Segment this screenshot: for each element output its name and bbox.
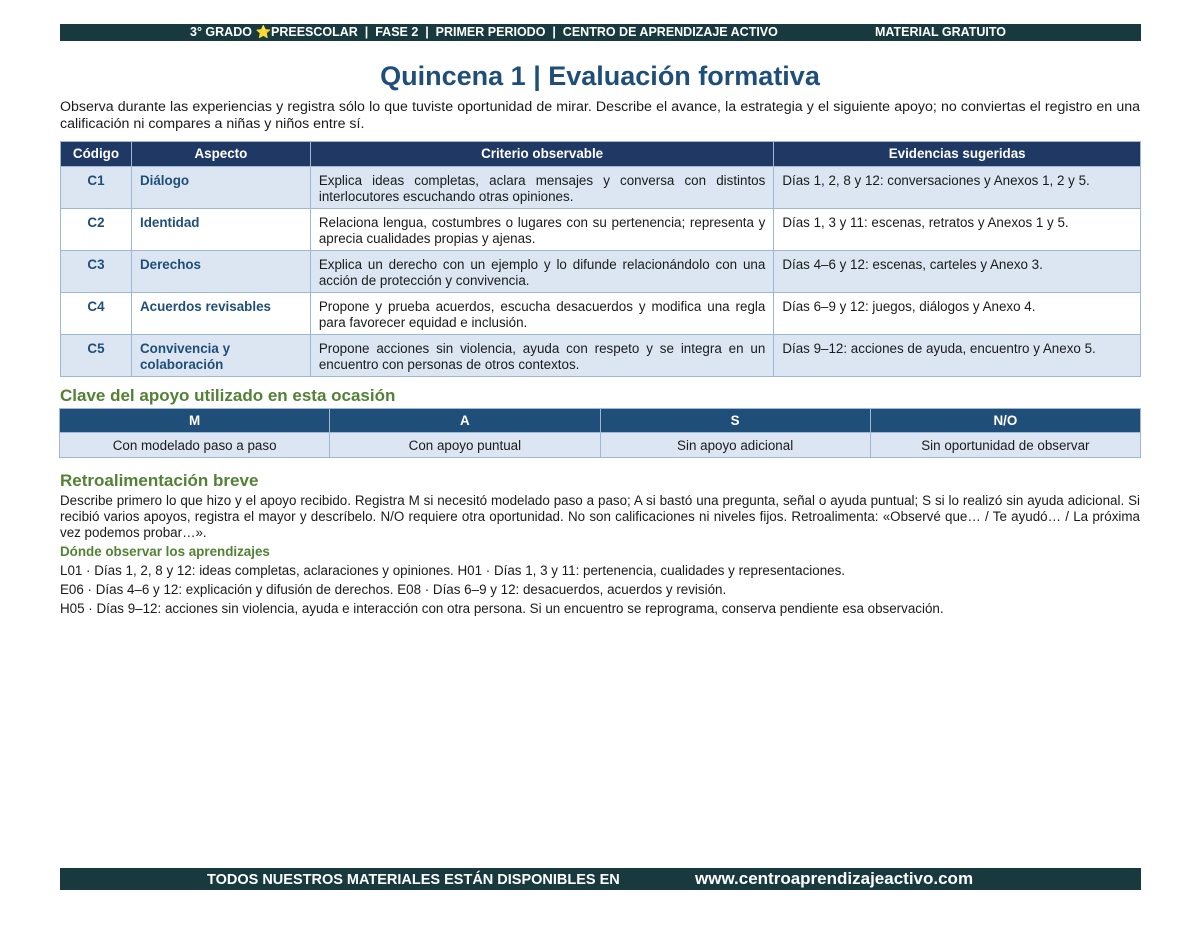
support-key-table xyxy=(59,408,1141,458)
feedback-text: Describe primero lo que hizo y el apoyo recibido. Registra M si necesitó modelado paso a paso; A si bastó una pregunta, señal o ayuda puntual; S si lo realizó sin ayuda adicional. Si recibió varios apoyos, registra el mayor y descríbelo. N/O requiere otra oportunidad. No son calificaciones ni niveles fijos. Retroalimenta: «Observé que… / Te ayudó… / La próxima vez podemos probar…». xyxy=(60,493,1140,540)
criterion-text: Propone y prueba acuerdos, escucha desacuerdos y modifica una regla para favorecer equidad e inclusión. xyxy=(310,293,773,335)
key-code-s: S xyxy=(600,409,870,433)
criterion-text: Explica un derecho con un ejemplo y lo difunde relacionándolo con una acción de protección y convivencia. xyxy=(310,251,773,293)
support-key-heading: Clave del apoyo utilizado en esta ocasión xyxy=(60,386,396,405)
support-key-description-row xyxy=(60,433,1141,458)
footer-bar xyxy=(60,868,1141,890)
header-bar xyxy=(60,24,1141,41)
footer-url-link[interactable]: www.centroaprendizajeactivo.com xyxy=(695,869,974,888)
criteria-table xyxy=(60,141,1141,377)
criterion-text: Explica ideas completas, aclara mensajes y conversa con distintos interlocutores escuchando otras opiniones. xyxy=(310,167,773,209)
criterion-evidence: Días 6–9 y 12: juegos, diálogos y Anexo 4. xyxy=(774,293,1141,335)
criterion-evidence: Días 4–6 y 12: escenas, carteles y Anexo 3. xyxy=(774,251,1141,293)
criteria-header-row xyxy=(61,142,1141,167)
page-title: Quincena 1 | Evaluación formativa xyxy=(380,61,820,91)
criterion-text: Relaciona lengua, costumbres o lugares con su pertenencia; representa y aprecia cualidades propias y ajenas. xyxy=(310,209,773,251)
where-line-3: H05 · Días 9–12: acciones sin violencia, ayuda e interacción con otra persona. Si un encuentro se reprograma, conserva pendiente esa observación. xyxy=(60,601,944,616)
column-header-aspect: Aspecto xyxy=(131,142,310,167)
header-info xyxy=(190,24,778,41)
footer-text: TODOS NUESTROS MATERIALES ESTÁN DISPONIBLES EN xyxy=(207,872,620,888)
column-header-code: Código xyxy=(61,142,132,167)
table-row xyxy=(61,335,1141,377)
where-heading: Dónde observar los aprendizajes xyxy=(60,544,270,559)
table-row xyxy=(61,251,1141,293)
column-header-criterion: Criterio observable xyxy=(310,142,773,167)
support-key-header-row xyxy=(60,409,1141,433)
criterion-evidence: Días 1, 3 y 11: escenas, retratos y Anexos 1 y 5. xyxy=(774,209,1141,251)
header-details: PREESCOLAR | FASE 2 | PRIMER PERIODO | CENTRO DE APRENDIZAJE ACTIVO xyxy=(271,25,778,39)
criterion-text: Propone acciones sin violencia, ayuda con respeto y se integra en un encuentro con personas de otros contextos. xyxy=(310,335,773,377)
criterion-aspect: Identidad xyxy=(131,209,310,251)
criterion-aspect: Convivencia y colaboración xyxy=(131,335,310,377)
criterion-code: C3 xyxy=(61,251,132,293)
criterion-aspect: Diálogo xyxy=(131,167,310,209)
where-line-1: L01 · Días 1, 2, 8 y 12: ideas completas, aclaraciones y opiniones. H01 · Días 1, 3 y 11: pertenencia, cualidades y representaciones. xyxy=(60,563,846,578)
key-code-no: N/O xyxy=(870,409,1140,433)
table-row xyxy=(61,209,1141,251)
table-row xyxy=(61,293,1141,335)
criterion-evidence: Días 1, 2, 8 y 12: conversaciones y Anexos 1, 2 y 5. xyxy=(774,167,1141,209)
where-line-2: E06 · Días 4–6 y 12: explicación y difusión de derechos. E08 · Días 6–9 y 12: desacuerdos, acuerdos y revisión. xyxy=(60,582,727,597)
feedback-heading: Retroalimentación breve xyxy=(60,471,259,490)
table-row xyxy=(61,167,1141,209)
column-header-evidence: Evidencias sugeridas xyxy=(774,142,1141,167)
key-description-a: Con apoyo puntual xyxy=(330,433,600,458)
key-code-a: A xyxy=(330,409,600,433)
criterion-aspect: Acuerdos revisables xyxy=(131,293,310,335)
star-icon: ⭐ xyxy=(255,25,272,39)
key-code-m: M xyxy=(60,409,330,433)
intro-text: Observa durante las experiencias y registra sólo lo que tuviste oportunidad de mirar. Describe el avance, la estrategia y el siguiente apoyo; no conviertas el registro en una calificación ni compares a niñas y niños entre sí. xyxy=(60,99,1140,132)
key-description-s: Sin apoyo adicional xyxy=(600,433,870,458)
criterion-code: C2 xyxy=(61,209,132,251)
criterion-code: C5 xyxy=(61,335,132,377)
criterion-aspect: Derechos xyxy=(131,251,310,293)
header-free-material: MATERIAL GRATUITO xyxy=(875,25,1007,39)
criterion-code: C1 xyxy=(61,167,132,209)
criterion-evidence: Días 9–12: acciones de ayuda, encuentro y Anexo 5. xyxy=(774,335,1141,377)
key-description-no: Sin oportunidad de observar xyxy=(870,433,1140,458)
key-description-m: Con modelado paso a paso xyxy=(60,433,330,458)
criterion-code: C4 xyxy=(61,293,132,335)
header-grade: 3° GRADO xyxy=(190,25,256,39)
